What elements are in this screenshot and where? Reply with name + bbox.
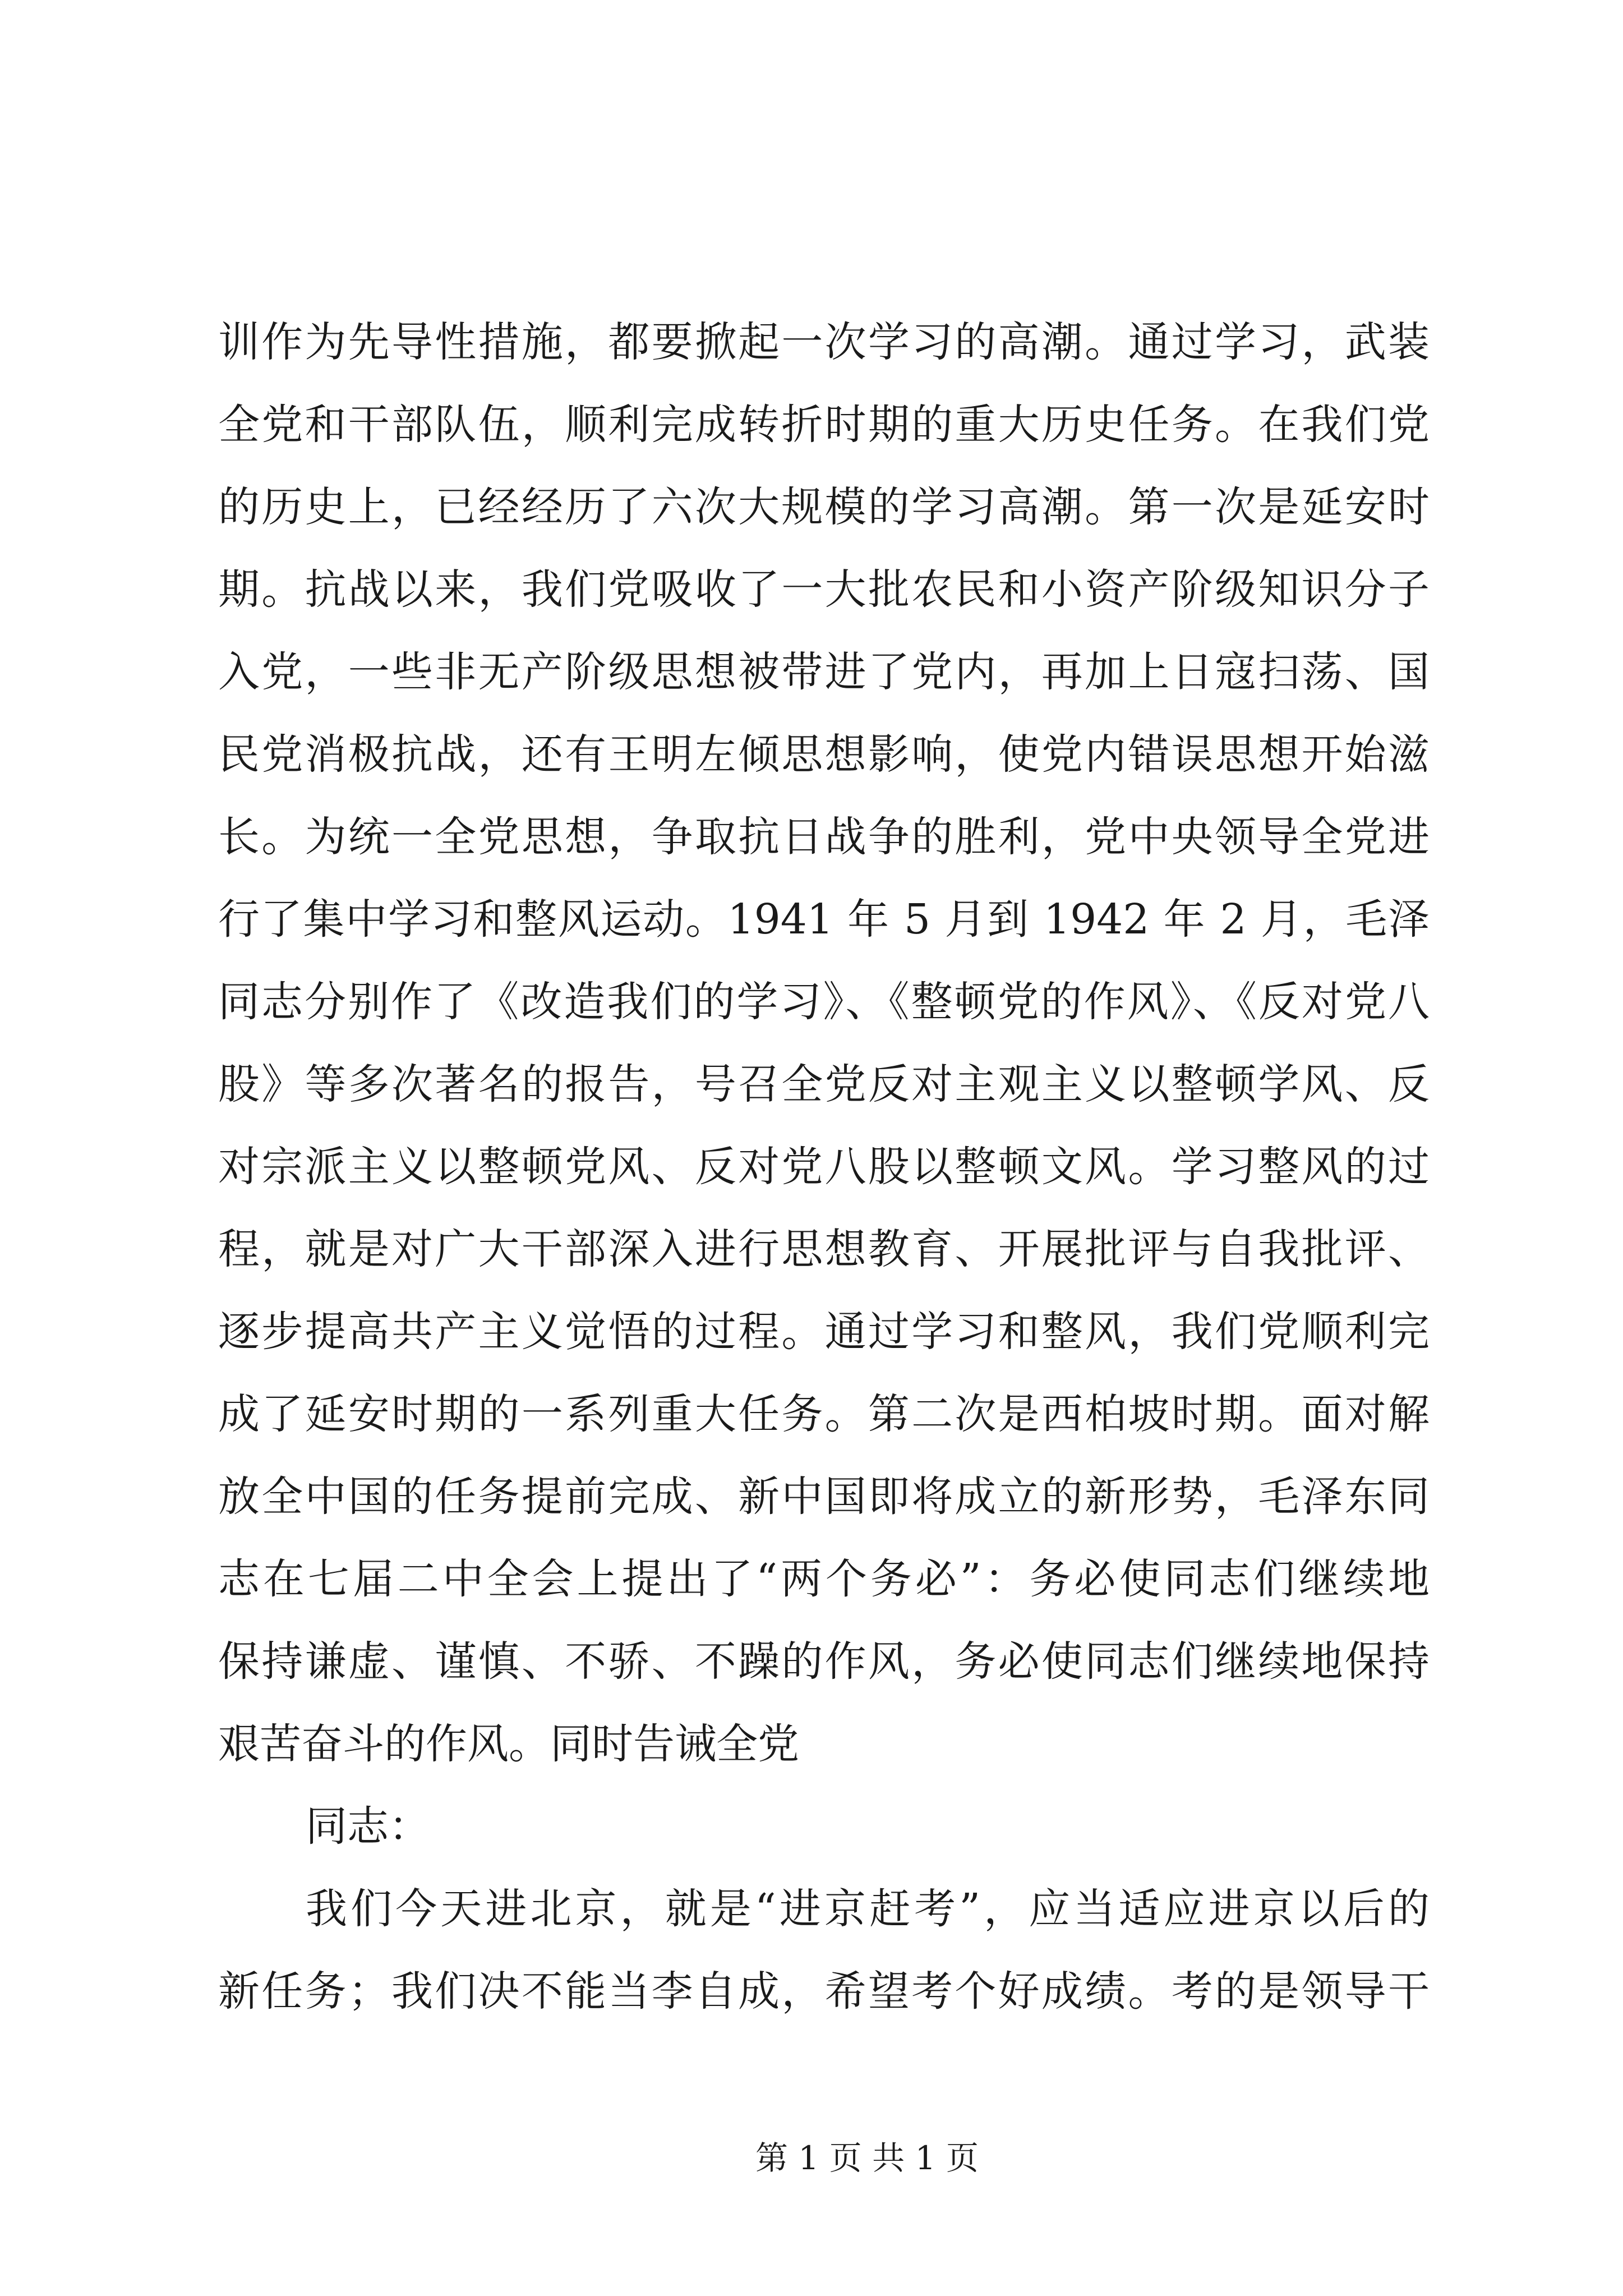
body-line: 放全中国的任务提前完成、新中国即将成立的新形势，毛泽东同 [218,1473,1430,1521]
body-line: 训作为先导性措施，都要掀起一次学习的高潮。通过学习，武装 [218,318,1430,366]
body-line: 保持谦虚、谨慎、不骄、不躁的作风，务必使同志们继续地保持 [218,1637,1430,1686]
body-line: 行了集中学习和整风运动。1941 年 5 月到 1942 年 2 月，毛泽 [218,895,1430,944]
body-line: 股》等多次著名的报告，号召全党反对主观主义以整顿学风、反 [218,1060,1430,1108]
body-line: 同志分别作了《改造我们的学习》、《整顿党的作风》、《反对党八 [218,978,1430,1026]
body-line: 新任务；我们决不能当李自成，希望考个好成绩。考的是领导干 [218,1967,1430,2016]
body-line: 的历史上，已经经历了六次大规模的学习高潮。第一次是延安时 [218,483,1430,531]
body-line: 程，就是对广大干部深入进行思想教育、开展批评与自我批评、 [218,1225,1430,1273]
body-line: 期。抗战以来，我们党吸收了一大批农民和小资产阶级知识分子 [218,565,1430,614]
body-line: 我们今天进北京，就是“进京赶考”，应当适应进京以后的 [306,1885,1430,1933]
body-line: 对宗派主义以整顿党风、反对党八股以整顿文风。学习整风的过 [218,1143,1430,1191]
body-line: 成了延安时期的一系列重大任务。第二次是西柏坡时期。面对解 [218,1390,1430,1438]
page-footer: 第 1 页 共 1 页 [755,2139,979,2177]
body-line: 志在七届二中全会上提出了“两个务必”：务必使同志们继续地 [218,1555,1430,1603]
body-line: 入党，一些非无产阶级思想被带进了党内，再加上日寇扫荡、国 [218,648,1430,696]
body-line: 全党和干部队伍，顺利完成转折时期的重大历史任务。在我们党 [218,401,1430,449]
body-line: 长。为统一全党思想，争取抗日战争的胜利，党中央领导全党进 [218,813,1430,861]
body-line: 逐步提高共产主义觉悟的过程。通过学习和整风，我们党顺利完 [218,1308,1430,1356]
body-line: 民党消极抗战，还有王明左倾思想影响，使党内错误思想开始滋 [218,730,1430,779]
body-text [218,301,1430,2033]
body-line: 艰苦奋斗的作风。同时告诫全党 [218,1720,799,1768]
salutation-line: 同志： [306,1802,430,1851]
